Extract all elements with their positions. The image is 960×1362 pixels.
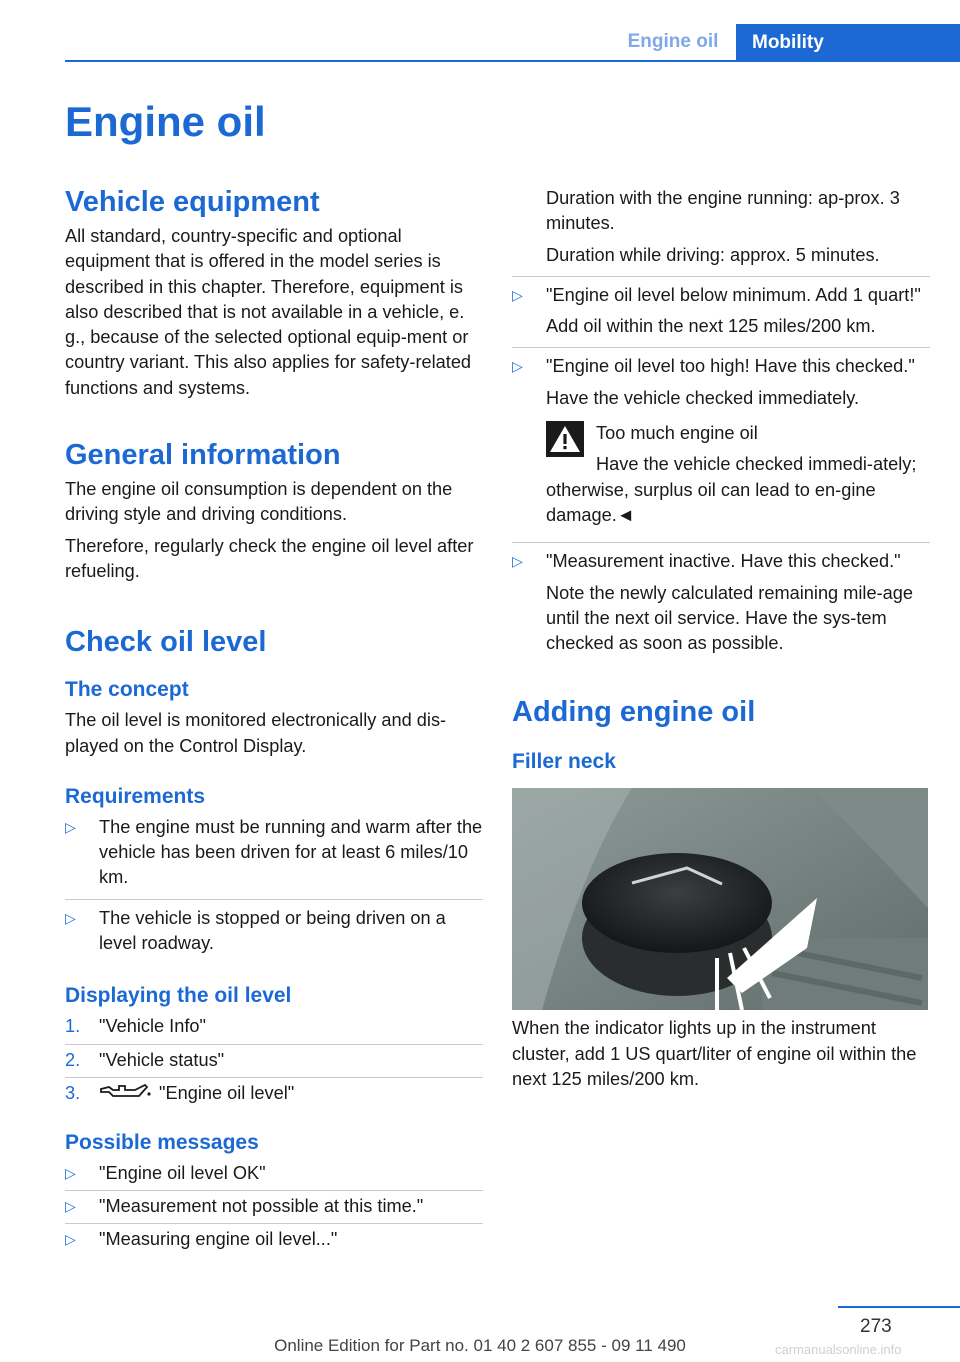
filler-neck-photo (512, 788, 928, 1010)
msg-inactive-note: Note the newly calculated remaining mile-age until the next oil service. Have the sys-tem checked as soon as possible. (546, 582, 913, 654)
warning-box (546, 421, 930, 446)
watermark: carmanualsonline.info (775, 1342, 902, 1357)
divider (65, 1190, 483, 1191)
heading-filler-neck: Filler neck (512, 750, 616, 774)
triangle-right-icon: ▷ (512, 286, 523, 303)
concept-text: The oil level is monitored electronically and dis-played on the Control Display. (65, 710, 447, 756)
header-tab-mobility[interactable]: Mobility (736, 24, 960, 62)
heading-the-concept: The concept (65, 678, 189, 702)
right-column (512, 186, 930, 1092)
page-number: 273 (860, 1316, 892, 1337)
list-item: ▷ "Engine oil level below minimum. Add 1 quart!" Add oil within the next 125 miles/200 km. (512, 283, 930, 340)
divider (65, 1044, 483, 1045)
heading-possible-messages: Possible messages (65, 1130, 259, 1154)
divider (65, 1077, 483, 1078)
list-item: ▷ "Measurement not possible at this time." (65, 1194, 483, 1219)
list-item: ▷ "Measuring engine oil level..." (65, 1227, 483, 1252)
requirements-list (65, 815, 483, 956)
divider (512, 276, 930, 277)
triangle-right-icon: ▷ (65, 1231, 76, 1248)
messages-list (65, 1161, 483, 1253)
list-item: ▷ "Engine oil level too high! Have this checked." Have the vehicle checked immediately. Too much engine oil Have the vehicle checked immedi-ately; otherwise, surplus oil can lead to en-gine damage.◄ (512, 354, 930, 528)
triangle-right-icon: ▷ (512, 358, 523, 375)
heading-general-information: General information (65, 439, 341, 472)
duration-driving-text: Duration while driving: approx. 5 minutes. (546, 244, 880, 265)
list-item: 1. "Vehicle Info" (65, 1016, 206, 1037)
msg-below-note: Add oil within the next 125 miles/200 km. (546, 316, 876, 337)
heading-displaying-oil-level: Displaying the oil level (65, 984, 292, 1008)
header-rule (65, 60, 960, 62)
divider (65, 1223, 483, 1224)
page-title: Engine oil (65, 98, 266, 145)
footer-rule (838, 1306, 960, 1308)
general-text-2: Therefore, regularly check the engine oil level after refueling. (65, 535, 474, 581)
triangle-right-icon: ▷ (65, 818, 76, 835)
divider (65, 899, 483, 900)
header-section-label: Engine oil (627, 31, 719, 52)
warning-title: Too much engine oil (596, 423, 758, 444)
warning-text: Have the vehicle checked immedi-ately; otherwise, surplus oil can lead to en-gine damage.◄ (546, 454, 917, 525)
list-item: ▷ "Engine oil level OK" (65, 1161, 483, 1186)
footer-edition: Online Edition for Part no. 01 40 2 607 855 - 09 11 490 (274, 1336, 686, 1355)
divider (512, 347, 930, 348)
triangle-right-icon: ▷ (65, 909, 76, 926)
msg-high-note: Have the vehicle checked immediately. (546, 387, 860, 408)
divider (512, 542, 930, 543)
triangle-right-icon: ▷ (65, 1198, 76, 1215)
general-text-1: The engine oil consumption is dependent on the driving style and driving conditions. (65, 479, 453, 525)
heading-requirements: Requirements (65, 784, 206, 808)
steps-list (65, 1014, 483, 1106)
duration-running-text: Duration with the engine running: ap-prox. 3 minutes. (546, 188, 900, 234)
triangle-right-icon: ▷ (512, 553, 523, 570)
heading-vehicle-equipment: Vehicle equipment (65, 186, 320, 218)
warning-triangle-icon (546, 421, 584, 457)
list-item: 3. "Engine oil level" (65, 1081, 483, 1107)
heading-check-oil-level: Check oil level (65, 626, 267, 659)
left-column (65, 184, 483, 1253)
oil-can-icon (99, 1081, 151, 1106)
list-item: ▷ "Measurement inactive. Have this checked." Note the newly calculated remaining mile-age until the next oil service. Have the sys-tem checked as soon as possible. (512, 549, 930, 656)
heading-adding-engine-oil: Adding engine oil (512, 696, 756, 729)
triangle-right-icon: ▷ (65, 1164, 76, 1181)
vehicle-equipment-text: All standard, country-specific and optional equipment that is offered in the model series is described in this chapter. Therefore, equipment is also described that is not available in a vehicle, e. g., because of the selected optional equip-ment or country variant. This also applies for safety-related functions and systems. (65, 226, 472, 398)
list-item: ▷ The vehicle is stopped or being driven on a level roadway. (65, 907, 446, 954)
filler-text: When the indicator lights up in the instrument cluster, add 1 US quart/liter of engine oil within the next 125 miles/200 km. (512, 1018, 917, 1090)
list-item: ▷ The engine must be running and warm after the vehicle has been driven for at least 6 miles/10 km. (65, 816, 483, 888)
list-item: 2. "Vehicle status" (65, 1049, 225, 1070)
